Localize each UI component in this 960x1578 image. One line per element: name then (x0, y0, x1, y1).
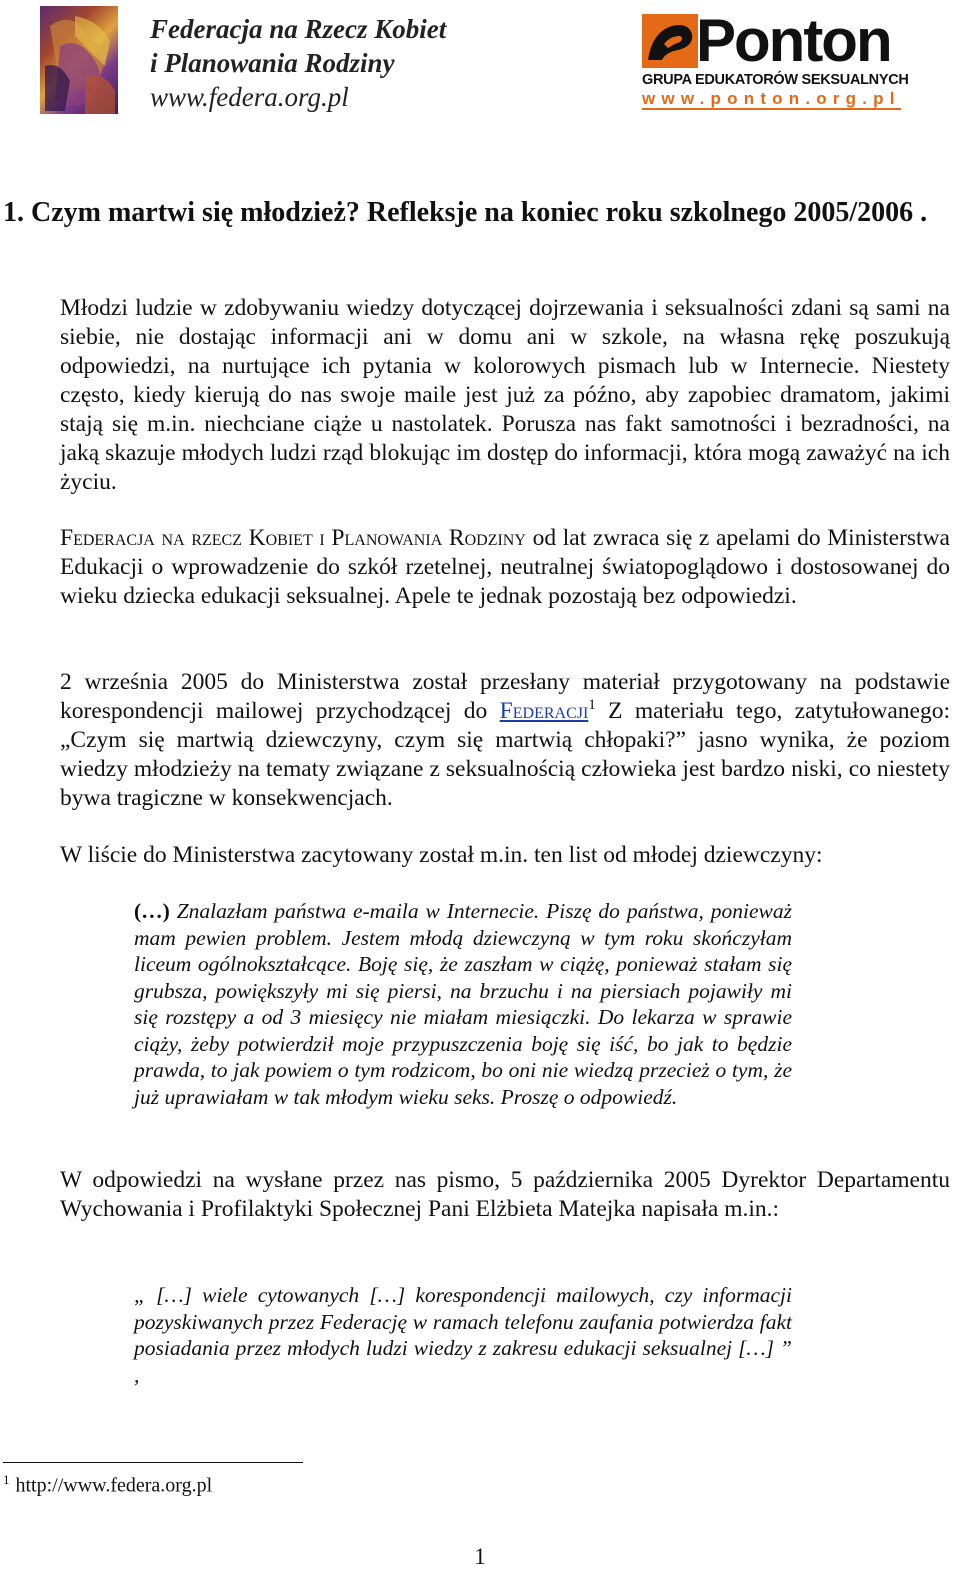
footnote-reference[interactable]: 1 (588, 697, 596, 714)
ponton-mark-icon (642, 14, 698, 68)
footnote (3, 1472, 212, 1498)
ponton-wordmark: Ponton (696, 7, 891, 74)
paragraph-ministry-response: W odpowiedzi na wysłane przez nas pismo, 5 października 2005 Dyrektor Departamentu Wychowania i Profilaktyki Społecznej Pani Elżbieta Matejka napisała m.in.: (60, 1167, 950, 1222)
footnote-url[interactable]: http://www.federa.org.pl (15, 1474, 213, 1497)
paragraph-federation-appeals-text: od lat zwraca się z apelami do Ministerstwa Edukacji o wprowadzenie do szkół rzetelnej, neutralnej światopoglądowo i dostosowanej do wieku dziecka edukacji seksualnej. Apele te jednak pozostają bez odpowiedzi. (60, 525, 950, 609)
paragraph-ministry-material-end: Z materiału tego, zatytułowanego: „Czym się martwią dziewczyny, czym się martwią chłopaki?” jasno wynika, że poziom wiedzy młodzieży na tematy związane z seksualnością człowieka jest bardzo niski, co niestety bywa tragiczne w konsekwencjach. (60, 698, 950, 811)
page-header (0, 0, 960, 130)
quote-ellipsis: (…) (134, 899, 170, 923)
paragraph-ministry-material (60, 668, 950, 813)
paragraph-intro: Młodzi ludzie w zdobywaniu wiedzy dotyczącej dojrzewania i seksualności zdani są sami na siebie, nie dostając informacji ani w domu ani w szkole, na własna rękę poszukują odpowiedzi, na nurtujące ich pytania w kolorowych pismach lub w Internecie. Niestety często, kiedy kierują do nas swoje maile jest już za późno, aby zapobiec dramatom, jakimi stają się m.in. niechciane ciąże u nastolatek. Porusza nas fakt samotności i bezradności, na jaką skazuje młodych ludzi rząd blokując im dostęp do informacji, która mogą zaważyć na ich życiu. (60, 295, 950, 495)
footnote-number: 1 (3, 1472, 10, 1487)
paragraph-letter-intro: W liście do Ministerstwa zacytowany został m.in. ten list od młodej dziewczyny: (60, 842, 823, 868)
quote-ministry-response: „ […] wiele cytowanych […] korespondencji mailowych, czy informacji pozyskiwanych przez Federację w ramach telefonu zaufania potwierdza fakt posiadania przez młodych ludzi wiedzy z zakresu edukacji seksualnej […] ” , (134, 1283, 792, 1387)
federation-url[interactable]: www.federa.org.pl (150, 82, 349, 112)
paragraph-ministry-material-start: 2 września 2005 do Ministerstwa został przesłany materiał przygotowany na podstawie korespondencji mailowej przychodzącej do (60, 669, 950, 724)
ponton-logo (642, 7, 914, 114)
quote-girl-letter-text: Znalazłam państwa e-maila w Internecie. Piszę do państwa, ponieważ mam pewien problem. Jestem młodą dziewczyną w tym roku skończyłam liceum ogólnokształcące. Boję się, że zaszłam w ciążę, ponieważ stałam się grubsza, powiększyły mi się piersi, na brzuchu i na piersiach pojawiły mi się rozstępy a od 3 miesięcy nie miałam miesiączki. Do lekarza w sprawie ciąży, żeby potwierdził moje przypuszczenia boję się iść, bo jak to będzie prawda, to jak powiem o tym rodzicom, bo oni nie wiedzą przecież o tym, że już uprawiałam w tak młodym wieku seks. Proszę o odpowiedź. (134, 899, 792, 1109)
section-title: 1. Czym martwi się młodzież? Refleksje na koniec roku szkolnego 2005/2006 . (3, 197, 928, 228)
organization-name: Federacja na rzecz Kobiet i Planowania Rodziny (60, 525, 526, 551)
federation-name (150, 12, 446, 114)
page-number: 1 (474, 1544, 486, 1569)
federation-name-line2: i Planowania Rodziny (150, 48, 395, 78)
ponton-url-link[interactable]: www.ponton.org.pl (642, 89, 901, 108)
federation-logo-image (40, 6, 118, 114)
paragraph-federation-appeals (60, 524, 950, 611)
footnote-divider (3, 1462, 303, 1463)
ponton-subtitle: GRUPA EDUKATORÓW SEKSUALNYCH (642, 72, 909, 88)
federation-name-line1: Federacja na Rzecz Kobiet (150, 14, 447, 44)
quote-girl-letter (134, 898, 792, 1110)
federation-link[interactable]: Federacji (499, 698, 589, 724)
